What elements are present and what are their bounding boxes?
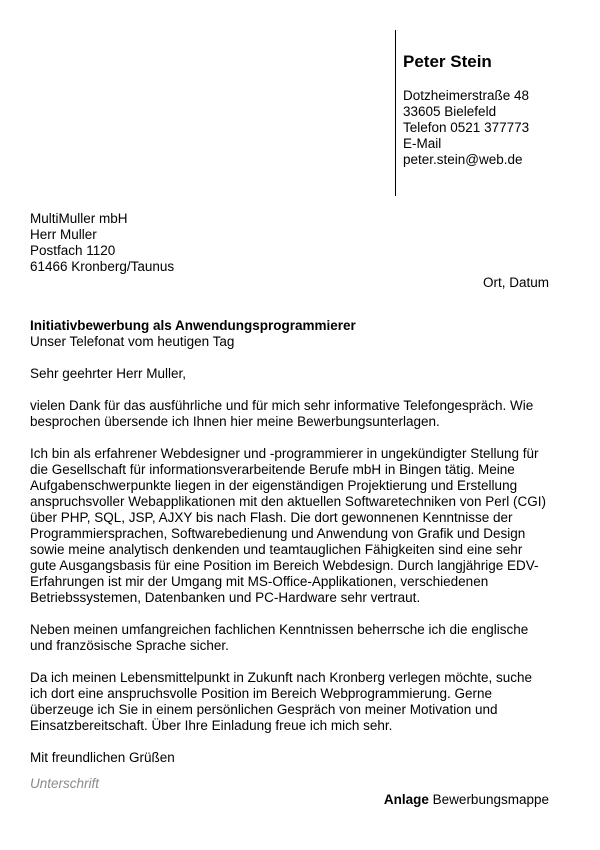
salutation: Sehr geehrter Herr Muller,	[30, 366, 187, 381]
sender-email-label: E-Mail	[403, 136, 442, 151]
recipient-city: 61466 Kronberg/Taunus	[30, 259, 175, 274]
subject-reference: Unser Telefonat vom heutigen Tag	[30, 334, 235, 349]
attachment-text: Bewerbungsmappe	[432, 792, 549, 807]
paragraph-motivation: Da ich meinen Lebensmittelpunkt in Zukunft nach Kronberg verlegen möchte, suche ich dort eine anspruchsvolle Position im Bereich Webprogrammierung. Gerne überzeuge ich Sie in einem persönlichen Gespräch von meiner Motivation und Einsatzbereitschaft. Über Ihre Einladung freue ich mich sehr.	[30, 670, 533, 733]
paragraph-experience: Ich bin als erfahrener Webdesigner und -programmierer in ungekündigter Stellung für die Gesellschaft für informationsverarbeitende Berufe mbH in Bingen tätig. Meine Aufgabenschwerpunkte liegen in der eigenständigen Projektierung und Erstellung anspruchsvoller Webapplikationen mit den aktuellen Softwaretechniken von Perl (CGI) über PHP, SQL, JSP, AJXY bis nach Flash. Die dort gewonnenen Kenntnisse der Programmiersprachen, Softwarebedienung und Anwendung von Grafik und Design sowie meine analytisch denkenden und teamtauglichen Fähigkeiten sind eine sehr gute Ausgangsbasis für eine Position im Bereich Webdesign. Durch langjährige EDV-Erfahrungen ist mir der Umgang mit MS-Office-Applikationen, verschiedenen Betriebssystemen, Datenbanken und PC-Hardware sehr vertraut.	[30, 446, 547, 605]
place-date: Ort, Datum	[482, 275, 549, 290]
paragraph-thanks: vielen Dank für das ausführliche und für mich sehr informative Telefongespräch. Wie besprochen übersende ich Ihnen hier meine Bewerbungsunterlagen.	[30, 398, 534, 429]
letter-body	[30, 318, 550, 766]
sender-city: 33605 Bielefeld	[403, 104, 497, 119]
attachment-note	[384, 792, 549, 808]
attachment-label: Anlage	[383, 792, 429, 807]
sender-divider-line	[395, 30, 396, 196]
subject-line: Initiativbewerbung als Anwendungsprogrammierer	[30, 318, 356, 333]
paragraph-languages: Neben meinen umfangreichen fachlichen Kenntnissen beherrsche ich die englische und französische Sprache sicher.	[30, 622, 529, 653]
recipient-company: MultiMuller mbH	[30, 211, 128, 226]
sender-phone: Telefon 0521 377773	[403, 120, 530, 135]
recipient-address	[30, 211, 174, 275]
closing: Mit freundlichen Grüßen	[30, 750, 175, 765]
signature-placeholder: Unterschrift	[30, 776, 100, 791]
recipient-pobox: Postfach 1120	[30, 243, 116, 258]
sender-street: Dotzheimerstraße 48	[403, 88, 530, 103]
sender-name: Peter Stein	[403, 52, 492, 71]
sender-email: peter.stein@web.de	[403, 152, 523, 167]
recipient-person: Herr Muller	[30, 227, 97, 242]
sender-block	[403, 52, 593, 168]
